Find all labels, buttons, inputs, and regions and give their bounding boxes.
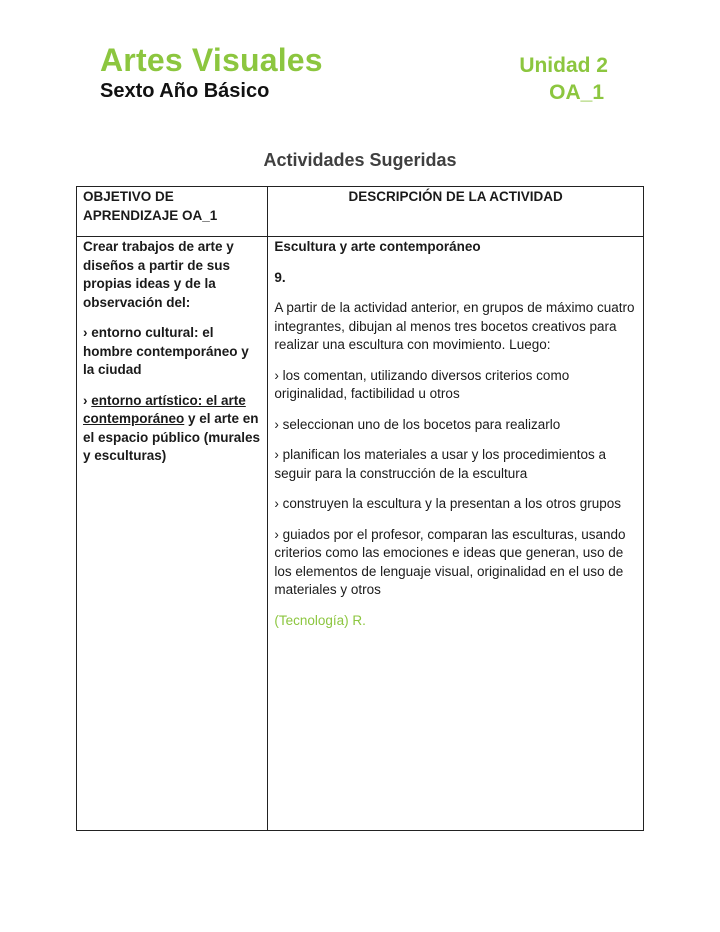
objective-cell [77,237,268,831]
activity-intro: A partir de la actividad anterior, en grupos de máximo cuatro integrantes, dibujan al menos tres bocetos creativos para realizar una escultura con movimiento. Luego: [274,300,635,352]
objective-intro: Crear trabajos de arte y diseños a partir de sus propias ideas y de la observación del: [83,239,234,310]
objective-item-artistic-prefix: › [83,392,92,408]
objective-item-artistic-suffix: y el arte en el espacio público (murales y esculturas) [83,411,261,463]
activity-tag: (Tecnología) R. [274,612,366,628]
oa-label: OA_1 [549,81,604,104]
unit-label: Unidad 2 [519,54,608,77]
description-column-header: DESCRIPCIÓN DE LA ACTIVIDAD [268,187,644,237]
table-header-row [77,187,644,237]
page-subtitle: Sexto Año Básico [100,80,270,102]
activity-cell [268,237,644,831]
activity-step: › guiados por el profesor, comparan las esculturas, usando criterios como las emociones e ideas que generan, uso de los elementos de lenguaje visual, originalidad en el uso de materiales y otros [274,526,626,597]
objective-item-artistic-underlined: entorno artístico: el arte contemporáneo [83,392,246,426]
section-title: Actividades Sugeridas [263,150,457,170]
objective-item-cultural: › entorno cultural: el hombre contemporáneo y la ciudad [83,325,249,377]
objective-column-header: OBJETIVO DE APRENDIZAJE OA_1 [77,187,268,237]
activity-step: › construyen la escultura y la presentan a los otros grupos [274,496,622,511]
activity-title: Escultura y arte contemporáneo [274,239,481,254]
activity-step: › planifican los materiales a usar y los procedimientos a seguir para la construcción de la escultura [274,447,606,481]
activity-step: › seleccionan uno de los bocetos para realizarlo [274,416,561,432]
objective-item-artistic [83,392,261,466]
table-row [77,237,644,831]
page-title: Artes Visuales [100,42,323,78]
activity-table [76,186,644,831]
activity-step: › los comentan, utilizando diversos criterios como originalidad, factibilidad u otros [274,367,570,401]
activity-number: 9. [274,269,286,285]
